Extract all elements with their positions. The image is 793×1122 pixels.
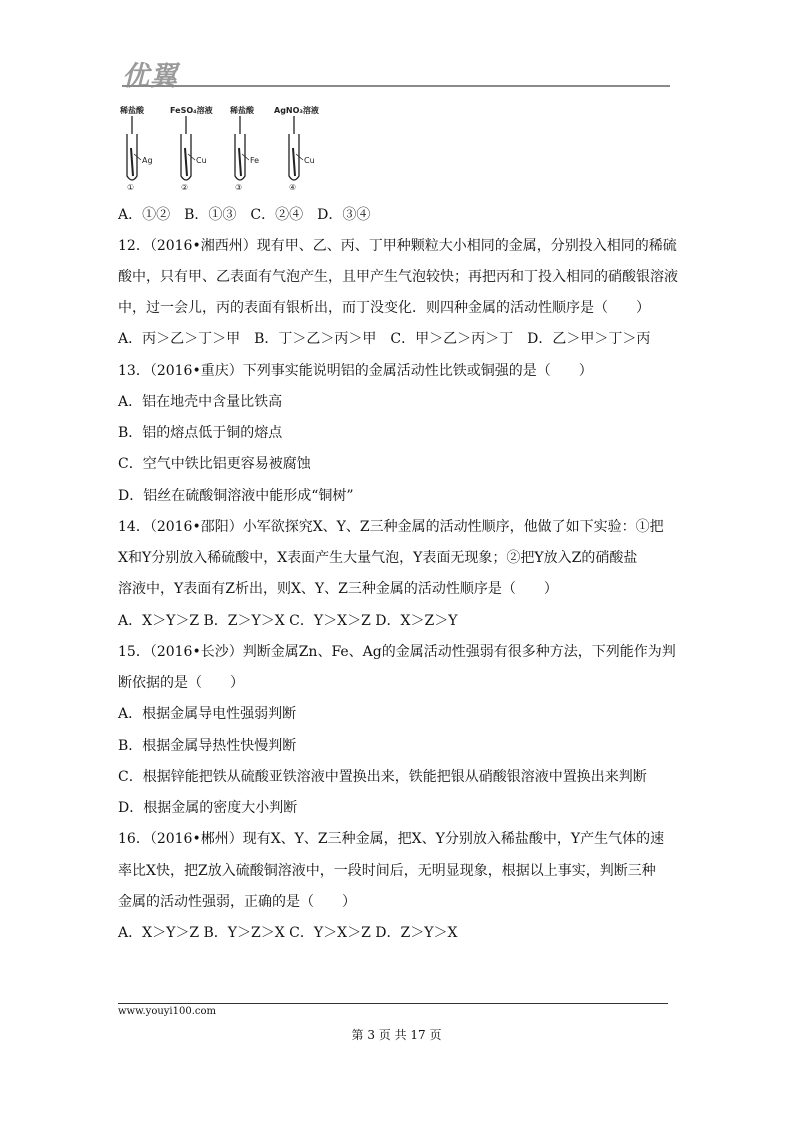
tube-1-solution: 稀盐酸 [120,106,144,115]
q11-options: A．①② B．①③ C．②④ D．③④ [118,207,371,223]
tube-3-metal: Fe [250,156,260,165]
brand-logo: 优翼 [122,61,178,92]
q14-options: A．X＞Y＞Z B．Z＞Y＞X C．Y＞X＞Z D．X＞Z＞Y [118,613,458,629]
tube-4-metal: Cu [304,156,315,165]
q12-options: A．丙＞乙＞丁＞甲 B．丁＞乙＞丙＞甲 C．甲＞乙＞丙＞丁 D．乙＞甲＞丁＞丙 [118,331,651,347]
tube-3-solution: 稀盐酸 [230,106,254,115]
tube-2-number: ② [181,183,189,192]
q13-option-b: B．铝的熔点低于铜的熔点 [118,425,283,441]
q15-option-a: A．根据金属导电性强弱判断 [118,706,297,722]
q16-stem-line1: 16．（2016•郴州）现有X、Y、Z三种金属，把X、Y分别放入稀盐酸中，Y产生气体的速 [118,831,665,847]
q13-option-a: A．铝在地壳中含量比铁高 [118,394,283,410]
q12-stem-line3: 中，过一会儿，丙的表面有银析出，而丁没变化．则四种金属的活动性顺序是（ ） [118,300,650,316]
tube-2-metal: Cu [196,156,207,165]
q14-stem-line1: 14．（2016•邵阳）小军欲探究X、Y、Z三种金属的活动性顺序，他做了如下实验：①把 [118,519,664,535]
tube-2-solution: FeSO₄溶液 [170,106,213,115]
q15-option-d: D．根据金属的密度大小判断 [118,800,298,816]
tube-1-metal: Ag [142,156,153,165]
tube-1-number: ① [127,183,135,192]
q13-option-d: D．铝丝在硫酸铜溶液中能形成“铜树” [118,488,354,504]
q15-stem-line1: 15．（2016•长沙）判断金属Zn、Fe、Ag的金属活动性强弱有很多种方法，下列能作为判 [118,644,676,660]
q16-stem-line3: 金属的活动性强弱，正确的是（ ） [118,894,356,910]
q15-stem-line2: 断依据的是（ ） [118,675,244,691]
q14-stem-line2: X和Y分别放入稀硫酸中，X表面产生大量气泡，Y表面无现象；②把Y放入Z的硝酸盐 [118,550,638,566]
test-tube-1 [119,105,153,192]
q16-stem-line2: 率比X快，把Z放入硫酸铜溶液中，一段时间后，无明显现象，根据以上事实，判断三种 [118,863,656,879]
q12-stem-line1: 12．（2016•湘西州）现有甲、乙、丙、丁甲种颗粒大小相同的金属，分别投入相同的稀硫 [118,238,677,254]
tube-4-number: ④ [289,183,297,192]
footer-divider [118,1003,668,1004]
test-tube-4 [274,105,319,192]
q13-stem: 13．（2016•重庆）下列事实能说明铝的金属活动性比铁或铜强的是（ ） [118,363,593,379]
footer-url: www.youyi100.com [118,1006,216,1017]
tube-3-number: ③ [235,183,243,192]
page-number: 第 3 页 共 17 页 [351,1028,442,1042]
header-divider [122,85,670,87]
tube-4-solution: AgNO₃溶液 [274,106,319,115]
q15-option-b: B．根据金属导热性快慢判断 [118,738,297,754]
q14-stem-line3: 溶液中，Y表面有Z析出，则X、Y、Z三种金属的活动性顺序是（ ） [118,581,558,597]
test-tube-3 [229,105,259,192]
q13-option-c: C．空气中铁比铝更容易被腐蚀 [118,456,311,472]
q16-options: A．X＞Y＞Z B．Y＞Z＞X C．Y＞X＞Z D．Z＞Y＞X [118,925,458,941]
test-tube-2 [170,105,213,192]
q12-stem-line2: 酸中，只有甲、乙表面有气泡产生，且甲产生气泡较快；再把丙和丁投入相同的硝酸银溶液 [118,269,678,285]
q15-option-c: C．根据锌能把铁从硫酸亚铁溶液中置换出来，铁能把银从硝酸银溶液中置换出来判断 [118,769,647,785]
test-tube-figure [118,104,328,192]
